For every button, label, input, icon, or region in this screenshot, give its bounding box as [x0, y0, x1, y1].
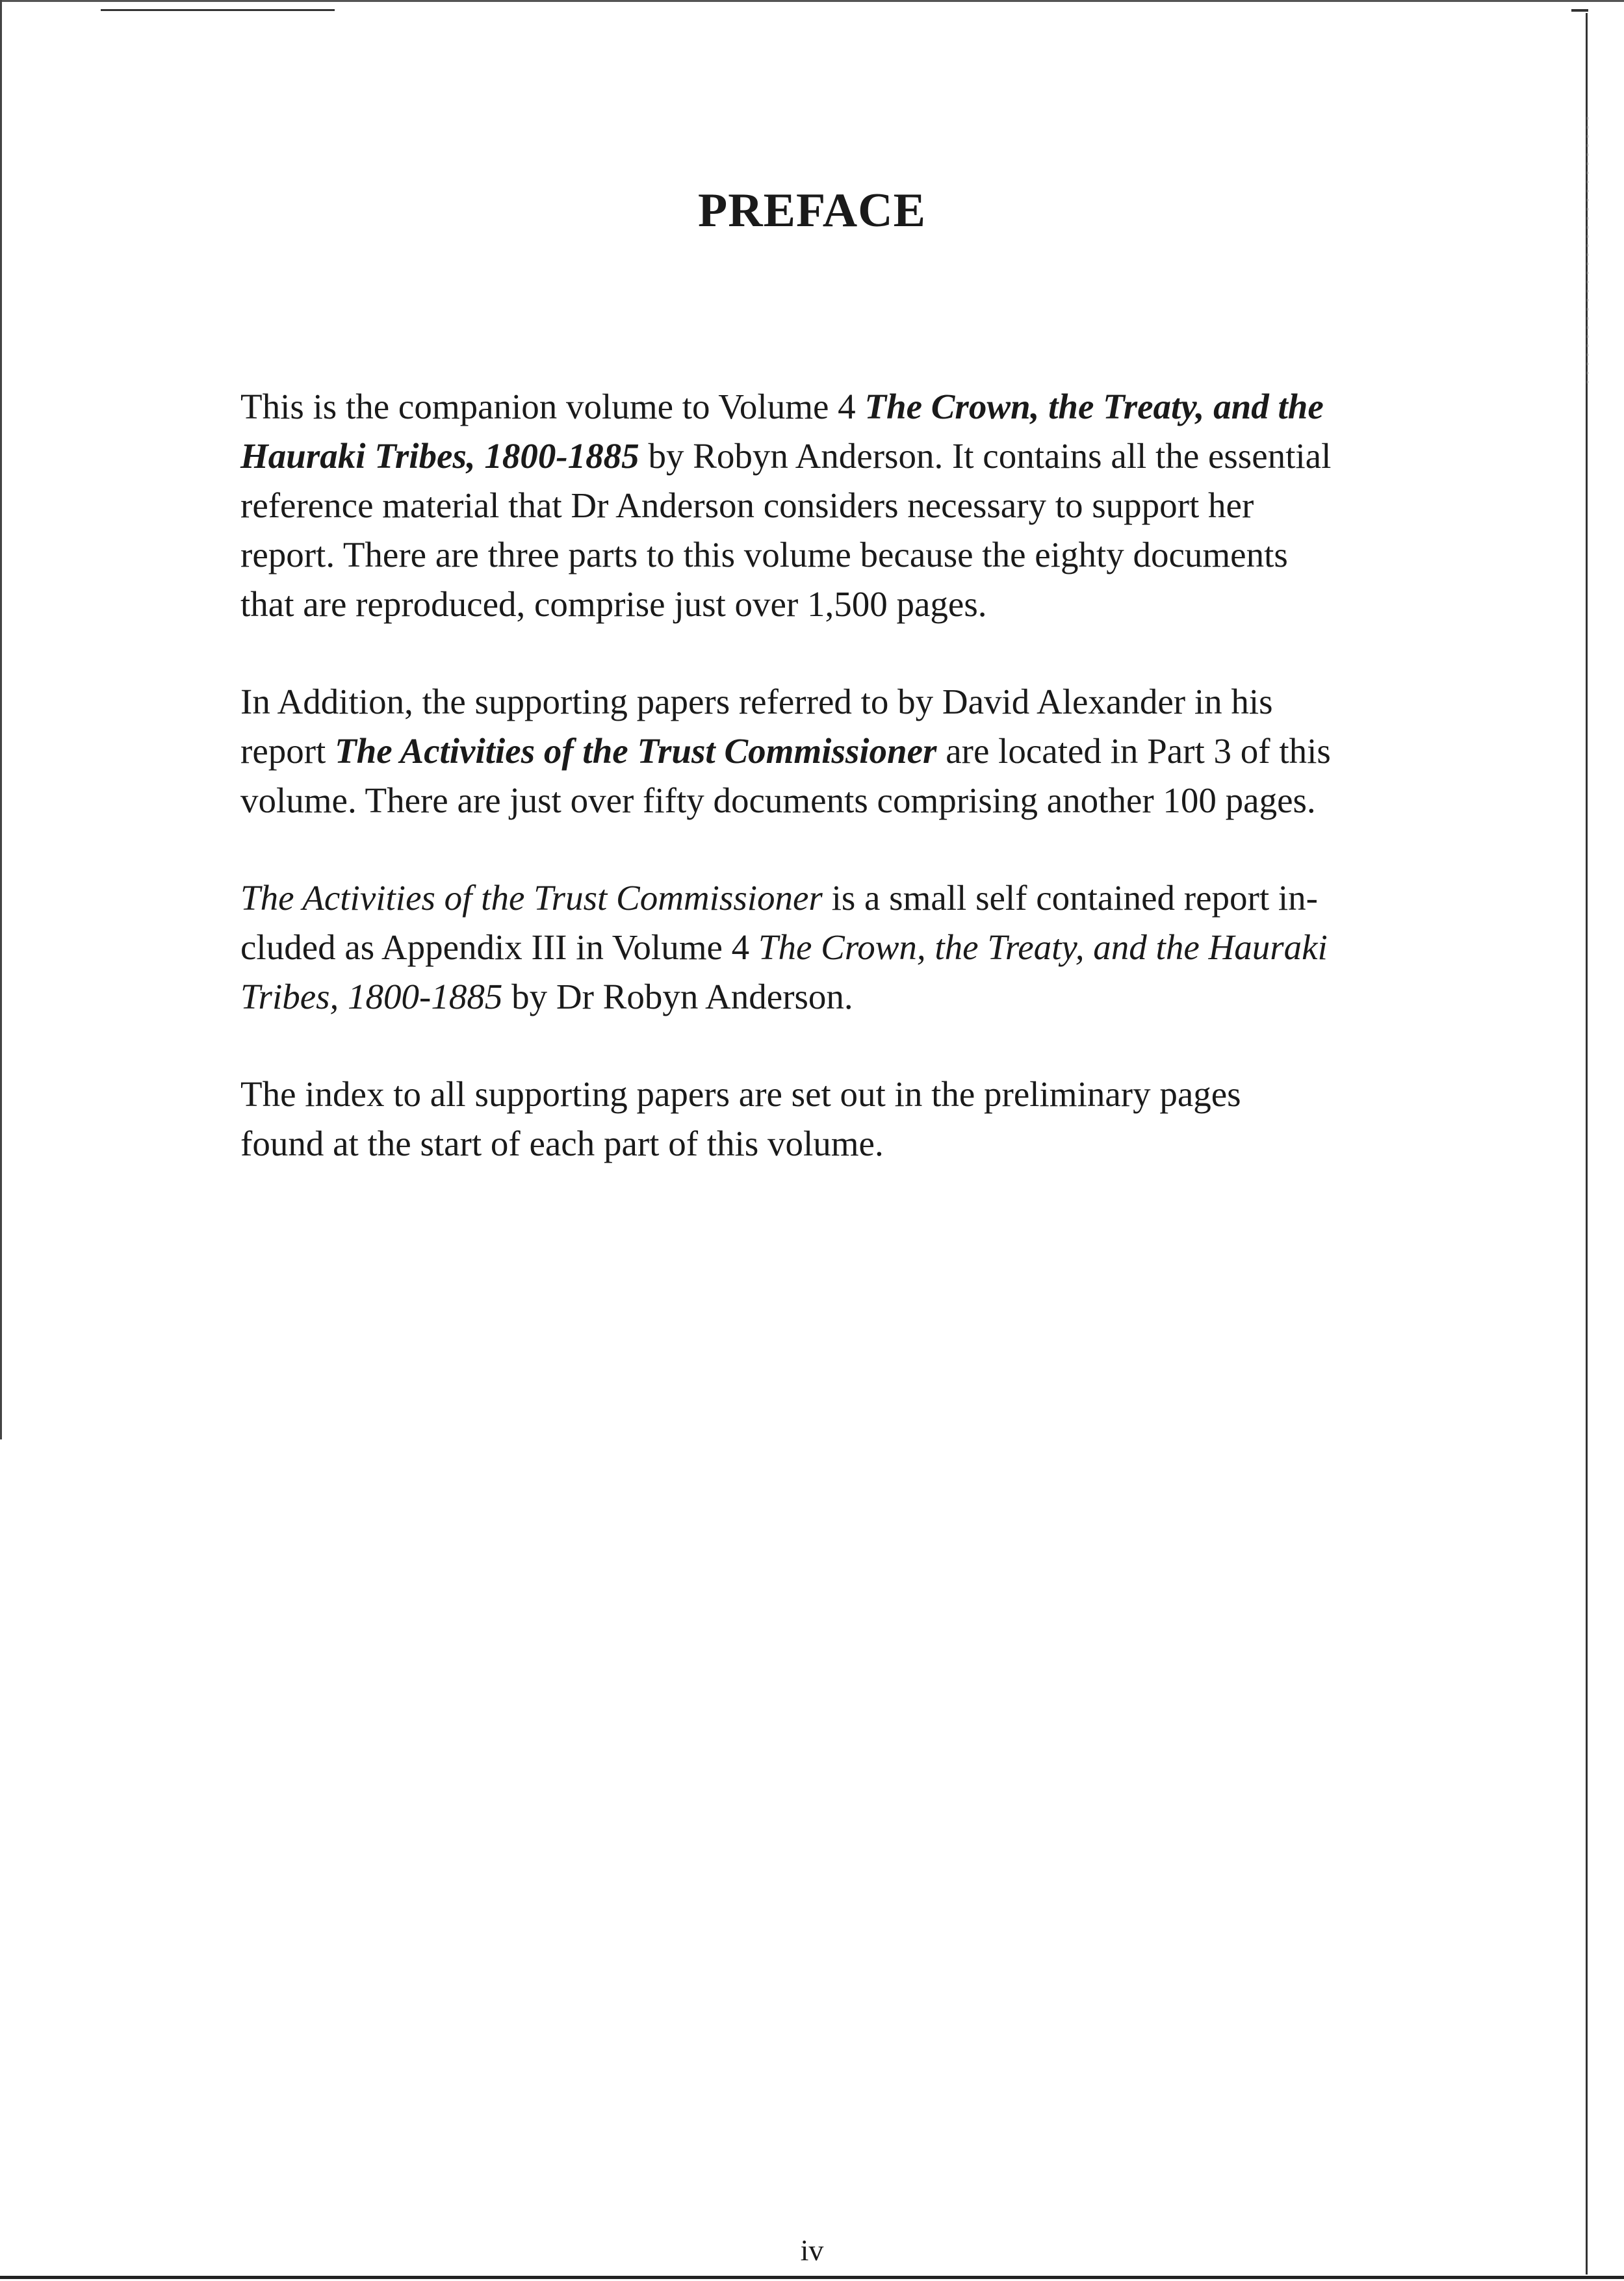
book-title: Hauraki Tribes, 1800-1885	[240, 436, 639, 476]
text-run: cluded as Appendix III in Volume 4	[240, 927, 758, 967]
page-number: iv	[800, 2234, 824, 2267]
book-title: The Crown, the Treaty, and the Hauraki	[758, 927, 1328, 967]
scan-right-dots	[1587, 117, 1588, 390]
paragraph-line: that are reproduced, comprise just over 1,500 pages.	[240, 584, 987, 624]
report-title: The Activities of the Trust Commissioner	[240, 878, 823, 918]
paragraph-line: The index to all supporting papers are set out in the preliminary pages	[240, 1074, 1241, 1114]
paragraph-line: found at the start of each part of this volume.	[240, 1124, 884, 1163]
text-run: is a small self contained report in-	[822, 878, 1318, 918]
scan-top-line	[101, 9, 335, 11]
paragraph-line	[240, 873, 1430, 923]
scan-right-hook	[1571, 9, 1588, 12]
paragraph-line	[240, 923, 1430, 972]
paragraph-line	[240, 432, 1430, 481]
scan-bottom-edge	[0, 2276, 1624, 2279]
paragraph-line	[240, 972, 1430, 1022]
text-run: are located in Part 3 of this	[936, 731, 1331, 771]
book-title: Tribes, 1800-1885	[240, 977, 503, 1016]
paragraph-line	[240, 382, 1430, 432]
text-run: by Robyn Anderson. It contains all the essential	[639, 436, 1332, 476]
paragraph-line: volume. There are just over fifty documents comprising another 100 pages.	[240, 780, 1316, 820]
report-title: The Activities of the Trust Commissioner	[335, 731, 937, 771]
paragraph-2	[240, 677, 1430, 825]
paragraph-3	[240, 873, 1430, 1022]
book-title: The Crown, the Treaty, and the	[864, 387, 1324, 426]
scan-top-edge	[0, 0, 1624, 2]
paragraph-line: reference material that Dr Anderson considers necessary to support her	[240, 485, 1254, 525]
paragraph-4	[240, 1070, 1430, 1168]
paragraph-line: In Addition, the supporting papers referred to by David Alexander in his	[240, 682, 1273, 721]
paragraph-line	[240, 727, 1430, 776]
paragraph-line: report. There are three parts to this volume because the eighty documents	[240, 535, 1288, 574]
text-run: This is the companion volume to Volume 4	[240, 387, 865, 426]
paragraph-1	[240, 382, 1430, 629]
page-title: PREFACE	[698, 184, 926, 237]
text-run: by Dr Robyn Anderson.	[502, 977, 853, 1016]
preface-body	[240, 382, 1430, 1217]
text-run: report	[240, 731, 335, 771]
